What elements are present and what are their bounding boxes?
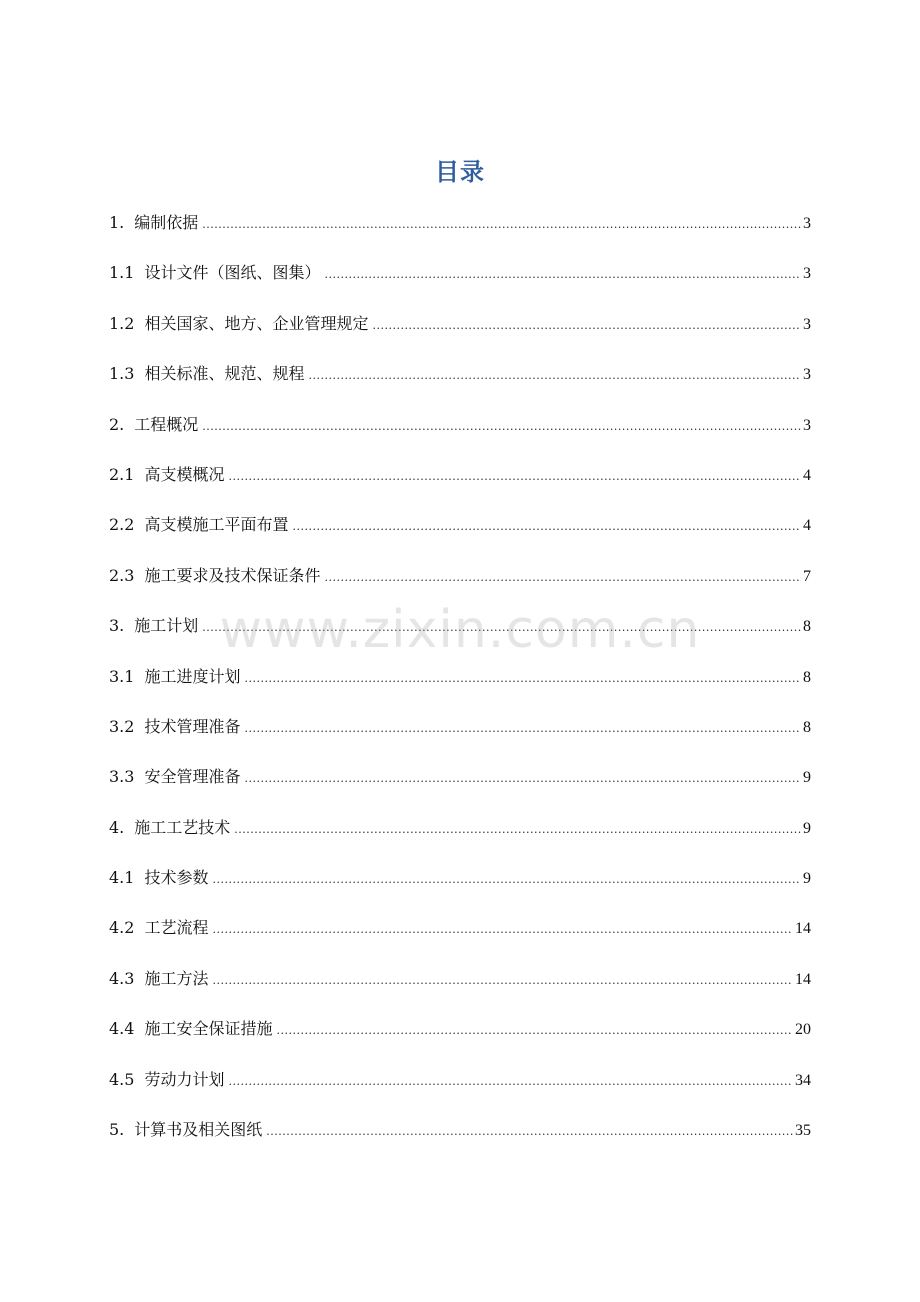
toc-dot-leader [244, 712, 801, 746]
toc-entry-label: 工程概况 [134, 414, 199, 434]
toc-entry[interactable] [109, 256, 811, 306]
toc-entry[interactable] [109, 408, 811, 458]
toc-entry[interactable] [109, 1012, 811, 1062]
toc-entry-page: 7 [803, 567, 811, 585]
toc-entry-page: 3 [803, 416, 811, 434]
toc-entry-number: 4. [109, 817, 125, 837]
toc-entry-page: 14 [795, 920, 811, 938]
toc-entry-label: 施工计划 [134, 616, 199, 636]
watermark: www.zixin.com.cn [219, 600, 701, 660]
toc-dot-leader [276, 1014, 793, 1048]
toc-entry-label: 技术管理准备 [144, 716, 241, 736]
toc-entry-number: 1.1 [109, 263, 135, 283]
toc-entry-number: 1. [109, 213, 125, 232]
toc-entry-number: 3. [109, 616, 125, 636]
toc-entry-label: 劳动力计划 [144, 1069, 225, 1089]
toc-entry-label: 高支模施工平面布置 [144, 515, 289, 535]
toc-entry-page: 4 [803, 517, 811, 535]
toc-entry-number: 4.3 [109, 968, 135, 988]
toc-entry-page: 9 [803, 769, 811, 787]
toc-entry[interactable] [109, 861, 811, 911]
toc-entry-page: 9 [803, 819, 811, 837]
toc-entry-page: 8 [803, 618, 811, 636]
toc-entry-label: 施工进度计划 [144, 666, 241, 686]
toc-entry[interactable] [109, 760, 811, 810]
toc-entry[interactable] [109, 559, 811, 609]
toc-entry-label: 编制依据 [134, 213, 199, 232]
toc-entry-number: 3.3 [109, 767, 135, 787]
toc-dot-leader [202, 611, 801, 645]
toc-entry-number: 3.2 [109, 716, 135, 736]
toc-dot-leader [324, 258, 801, 292]
toc-entry[interactable] [109, 911, 811, 961]
toc-entry-page: 3 [803, 366, 811, 384]
toc-dot-leader [228, 460, 801, 494]
toc-dot-leader [234, 813, 801, 847]
toc-entry[interactable] [109, 307, 811, 357]
toc-entry-page: 14 [795, 970, 811, 988]
toc-entry-page: 4 [803, 466, 811, 484]
toc-entry-label: 安全管理准备 [144, 767, 241, 787]
toc-entry-label: 施工安全保证措施 [144, 1019, 273, 1039]
toc-entry[interactable] [109, 609, 811, 659]
toc-entry-number: 2.2 [109, 515, 135, 535]
toc-entry[interactable] [109, 458, 811, 508]
toc-entry-page: 8 [803, 668, 811, 686]
toc-entry-page: 35 [795, 1122, 811, 1140]
toc-entry[interactable] [109, 811, 811, 861]
toc-dot-leader [202, 410, 801, 444]
toc-entry-label: 设计文件（图纸、图集） [144, 263, 321, 283]
toc-entry-number: 2.3 [109, 565, 135, 585]
toc-dot-leader [308, 359, 801, 393]
toc-dot-leader [212, 913, 793, 947]
toc-entry-label: 施工方法 [144, 968, 209, 988]
toc-entry-number: 1.2 [109, 313, 135, 333]
toc-entry-number: 5. [109, 1120, 125, 1140]
toc-entry-label: 技术参数 [144, 868, 209, 888]
table-of-contents [109, 206, 811, 1163]
toc-entry-label: 工艺流程 [144, 918, 209, 938]
toc-entry-label: 施工要求及技术保证条件 [144, 565, 321, 585]
toc-entry[interactable] [109, 962, 811, 1012]
toc-entry-number: 3.1 [109, 666, 135, 686]
toc-entry-page: 8 [803, 718, 811, 736]
toc-entry-label: 高支模概况 [144, 464, 225, 484]
toc-dot-leader [212, 964, 793, 998]
toc-entry-number: 1.3 [109, 364, 135, 384]
toc-dot-leader [244, 762, 801, 796]
toc-entry-number: 2. [109, 414, 125, 434]
toc-dot-leader [292, 510, 801, 544]
toc-entry-page: 3 [803, 215, 811, 232]
toc-entry-number: 4.4 [109, 1019, 135, 1039]
toc-entry-number: 2.1 [109, 464, 135, 484]
toc-entry-page: 3 [803, 265, 811, 283]
toc-entry[interactable] [109, 1063, 811, 1113]
toc-entry-number: 4.5 [109, 1069, 135, 1089]
toc-entry-label: 计算书及相关图纸 [134, 1120, 263, 1140]
toc-entry[interactable] [109, 508, 811, 558]
toc-entry-number: 4.2 [109, 918, 135, 938]
toc-entry-label: 施工工艺技术 [134, 817, 231, 837]
toc-entry[interactable] [109, 206, 811, 256]
toc-entry-label: 相关标准、规范、规程 [144, 364, 305, 384]
toc-entry-label: 相关国家、地方、企业管理规定 [144, 313, 369, 333]
toc-entry-page: 20 [795, 1021, 811, 1039]
toc-entry-number: 4.1 [109, 868, 135, 888]
page-title: 目录 [435, 158, 485, 186]
toc-dot-leader [266, 1115, 793, 1149]
toc-dot-leader [202, 208, 801, 242]
toc-entry[interactable] [109, 1113, 811, 1163]
toc-dot-leader [212, 863, 801, 897]
toc-entry-page: 3 [803, 315, 811, 333]
toc-entry[interactable] [109, 357, 811, 407]
toc-dot-leader [244, 662, 801, 696]
toc-dot-leader [324, 561, 801, 595]
toc-entry-page: 34 [795, 1071, 811, 1089]
toc-dot-leader [228, 1065, 793, 1099]
toc-dot-leader [372, 309, 801, 343]
toc-entry[interactable] [109, 660, 811, 710]
toc-entry[interactable] [109, 710, 811, 760]
toc-entry-page: 9 [803, 870, 811, 888]
